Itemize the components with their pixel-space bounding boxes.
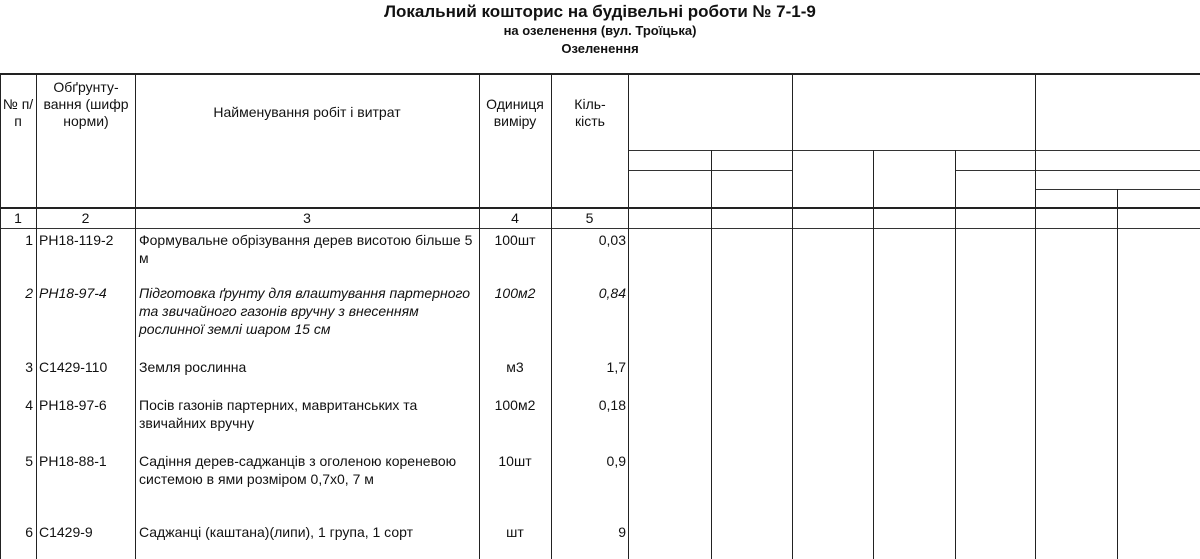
row-code: РН18-97-6: [39, 397, 107, 413]
column-number: 3: [303, 210, 311, 226]
col-divider: [1117, 189, 1118, 559]
row-name: Земля рослинна: [139, 359, 247, 375]
table-top-border: [0, 73, 1200, 75]
header-divider: [628, 150, 1200, 151]
row-unit: 10шт: [498, 453, 532, 469]
table-row: [0, 523, 628, 559]
header-divider: [628, 170, 792, 171]
header-num: № п/п: [2, 96, 34, 129]
row-code: РН18-119-2: [39, 232, 114, 248]
row-code: С1429-110: [39, 359, 108, 375]
row-name: Садіння дерев-саджанців з оголеною кореневою системою в ями розміром 0,7х0, 7 м: [139, 453, 457, 487]
col-divider: [792, 74, 793, 559]
column-number: 1: [14, 210, 22, 226]
header-bottom-border: [0, 207, 1200, 209]
table-row: [0, 396, 628, 452]
column-number: 5: [585, 210, 594, 226]
row-code: С1429-9: [39, 524, 93, 540]
table-row: [0, 284, 628, 358]
row-unit: 100шт: [494, 232, 536, 248]
row-number: 6: [25, 524, 33, 540]
column-number: 4: [511, 210, 519, 226]
row-name: Підготовка ґрунту для влаштування партерного та звичайного газонів вручну з внесенням рослинної землі шаром 15 см: [139, 285, 471, 337]
column-numbers-border: [0, 228, 1200, 229]
table-row: [0, 231, 628, 284]
header-qty: Кіль-кість: [574, 96, 606, 129]
row-qty: 0,18: [598, 397, 626, 413]
row-number: 1: [25, 232, 33, 248]
row-number: 2: [25, 285, 33, 301]
row-name: Саджанці (каштана)(липи), 1 група, 1 сорт: [139, 524, 414, 540]
row-qty: 9: [618, 524, 626, 540]
col-divider: [873, 150, 874, 559]
row-name: Посів газонів партерних, мавританських та звичайних вручну: [139, 397, 418, 431]
row-number: 4: [25, 397, 33, 413]
row-number: 3: [25, 359, 33, 375]
header-divider: [955, 170, 1200, 171]
row-unit: 100м2: [494, 285, 536, 301]
header-name: Найменування робіт і витрат: [213, 104, 401, 120]
row-qty: 0,84: [598, 285, 626, 301]
row-unit: 100м2: [494, 397, 536, 413]
row-name: Формувальне обрізування дерев висотою більше 5 м: [139, 232, 473, 266]
row-unit: м3: [506, 359, 524, 375]
col-divider: [628, 74, 629, 559]
row-qty: 1,7: [606, 359, 626, 375]
column-number: 2: [81, 210, 90, 226]
row-qty: 0,03: [598, 232, 626, 248]
table-row: [0, 358, 628, 396]
row-code: РН18-97-4: [39, 285, 107, 301]
header-code: Обґрунту-вання (шифр норми): [43, 79, 129, 129]
document-title: Локальний кошторис на будівельні роботи № 7-1-9: [384, 2, 816, 21]
row-code: РН18-88-1: [39, 453, 107, 469]
document-subtitle: на озеленення (вул. Троїцька): [503, 23, 697, 38]
table-row: [0, 452, 628, 523]
table-body: [0, 231, 628, 559]
row-unit: шт: [506, 524, 524, 540]
col-divider: [1035, 74, 1036, 559]
row-qty: 0,9: [606, 453, 626, 469]
col-divider: [711, 150, 712, 559]
section-title: Озеленення: [561, 41, 639, 56]
row-number: 5: [25, 453, 33, 469]
col-divider: [955, 150, 956, 559]
header-unit: Одиниця виміру: [486, 96, 544, 129]
